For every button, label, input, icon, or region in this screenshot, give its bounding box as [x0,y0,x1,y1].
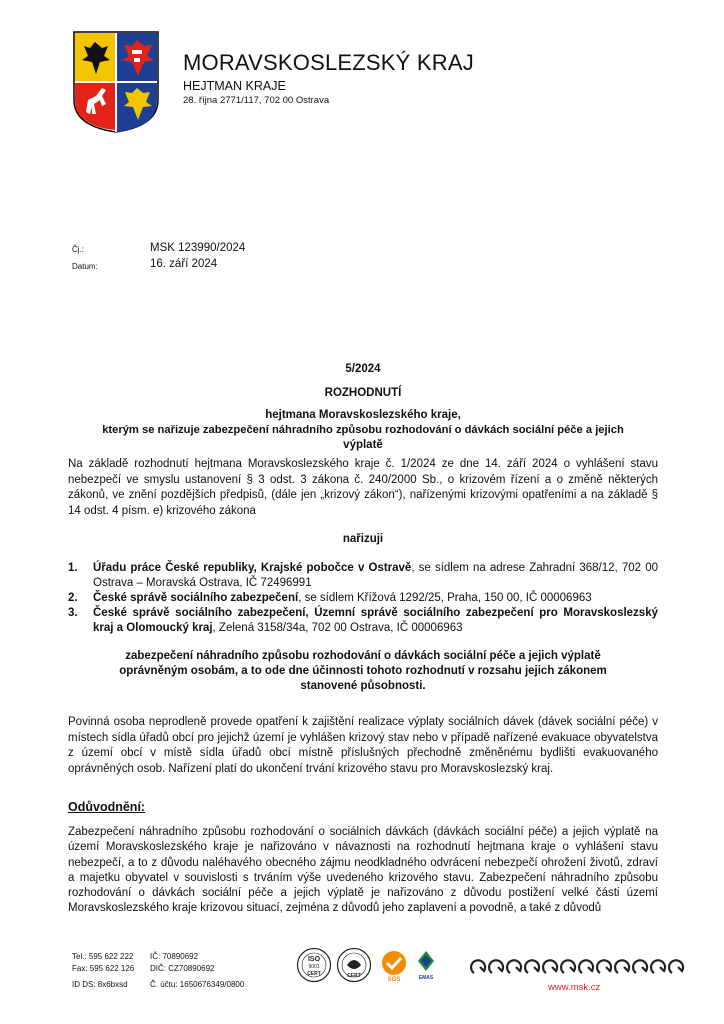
website-link[interactable]: www.msk.cz [548,982,601,993]
date-value: 16. září 2024 [150,258,218,270]
addressee-details: , se sídlem na adrese Zahradní 368/12, 702 00 Ostrava – Moravská Ostrava, IČ 72496991 [93,562,658,589]
reference-number-label: Čj.: [72,245,84,254]
addressee-name: České správě sociálního zabezpečení, Územní správě sociálního zabezpečení pro Moravskoslezský kraj a Olomoucký kraj [93,607,658,634]
list-item [68,591,658,606]
wave-pattern-logo [470,957,686,977]
env-cert-icon [336,947,372,983]
emas-cert-icon [414,947,438,983]
coat-of-arms-logo [72,30,160,134]
reasoning-heading: Odůvodnění: [68,800,146,814]
reference-number-value: MSK 123990/2024 [150,242,246,254]
intro-paragraph: Na základě rozhodnutí hejtmana Moravskoslezského kraje č. 1/2024 ze dne 14. září 2024 o vyhlášení stavu nebezpečí ve smyslu ustanovení § 3 odst. 3 zákona č. 240/2000 Sb., o krizovém řízení a o změně některých zákonů, ve znění pozdějších předpisů, (dále jen „krizový zákon“), nařízenými krizovými opatřeními a na základě § 14 odst. 4 písm. e) krizového zákona [68,458,658,517]
iso-number-text: 9001 [308,964,320,970]
organization-subtitle: HEJTMAN KRAJE [183,79,286,93]
list-item-number: 1. [68,562,78,574]
list-item [68,561,658,591]
list-item-number: 3. [68,607,78,619]
orders-heading: nařizuji [342,533,384,545]
footer-phone: Tel.: 595 622 222 [72,952,134,961]
cert-text: CERT [307,971,321,977]
addressee-name: Úřadu práce České republiky, Krajské pobočce v Ostravě [93,562,412,574]
order-line2: oprávněným osobám, a to ode dne účinnosti tohoto rozhodnutí v rozsahu jejich zákonem [119,665,607,677]
order-line1: zabezpečení náhradního způsobu rozhodování o dávkách sociální péče a jejich výplatě [125,650,601,662]
iso-9001-cert-icon [296,947,332,983]
cert-text-2: CERT [347,973,361,979]
reasoning-paragraph: Zabezpečení náhradního způsobu rozhodování o sociálních dávkách (dávkách sociální péče) a jejich výplatě na území Moravskoslezského kraje je nařizováno v návaznosti na rozhodnutí hejtmana kraje o vyhlášení stavu nebezpečí, a to z důvodu naléhavého obecného zájmu neodkladného odvrácení nebezpečí ohrožení životů, zdraví a majetku obyvatel v souvislosti s trváním výše uvedeného krizového stavu. Zabezpečení náhradního způsobu rozhodování o dávkách sociální péče a jejich výplatě je nařizováno z důvodu postižení velké části území Moravskoslezského kraje krizovou situací, zejména z důvodů jeho zaplavení a povodně, a také z důvodů [68,826,658,915]
addressee-name: České správě sociálního zabezpečení [93,592,299,604]
emas-text: EMAS [418,975,434,981]
order-line3: stanovené působnosti. [300,680,426,692]
decision-heading: ROZHODNUTÍ [324,387,402,399]
decision-subheading-line3: výplatě [343,439,383,451]
footer-ic: IČ: 70890692 [150,952,199,961]
footer-account: Č. účtu: 1650676349/0800 [150,980,245,989]
decision-subheading-line2: kterým se nařizuje zabezpečení náhradního způsobu rozhodování o dávkách sociální péče a jejich [102,424,624,436]
addressee-list [68,561,658,636]
decision-subheading-line1: hejtmana Moravskoslezského kraje, [265,409,461,421]
list-item-number: 2. [68,592,78,604]
list-item [68,606,658,636]
organization-title: MORAVSKOSLEZSKÝ KRAJ [183,50,474,75]
footer-dic: DIČ: CZ70890692 [150,964,215,973]
sgs-text: SGS [387,977,401,983]
date-label: Datum: [72,262,98,271]
iso-text: ISO [307,956,321,963]
addressee-details: , Zelená 3158/34a, 702 00 Ostrava, IČ 00006963 [212,622,463,634]
footer-fax: Fax: 595 622 126 [72,964,135,973]
addressee-details: , se sídlem Křížová 1292/25, Praha, 150 00, IČ 00006963 [298,592,592,604]
decision-number: 5/2024 [345,363,381,375]
obligation-paragraph: Povinná osoba neprodleně provede opatření k zajištění realizace výplaty sociálních dávek (dávek sociální péče) v místech sídla úřadů obcí pro jejichž území je vyhlášen krizový stav nebo v případě nařízené evakuace obyvatelstva z území obcí v místě sídla úřadů obcí místně příslušných přechodně změněnému bydlišti evakuovaného oprávněných osob. Nařízení platí do ukončení trvání krizového stavu pro Moravskoslezský kraj. [68,716,658,775]
footer-databox: ID DS: 8x6bxsd [72,980,128,989]
sgs-cert-icon [376,947,412,983]
organization-address: 28. října 2771/117, 702 00 Ostrava [183,95,330,106]
